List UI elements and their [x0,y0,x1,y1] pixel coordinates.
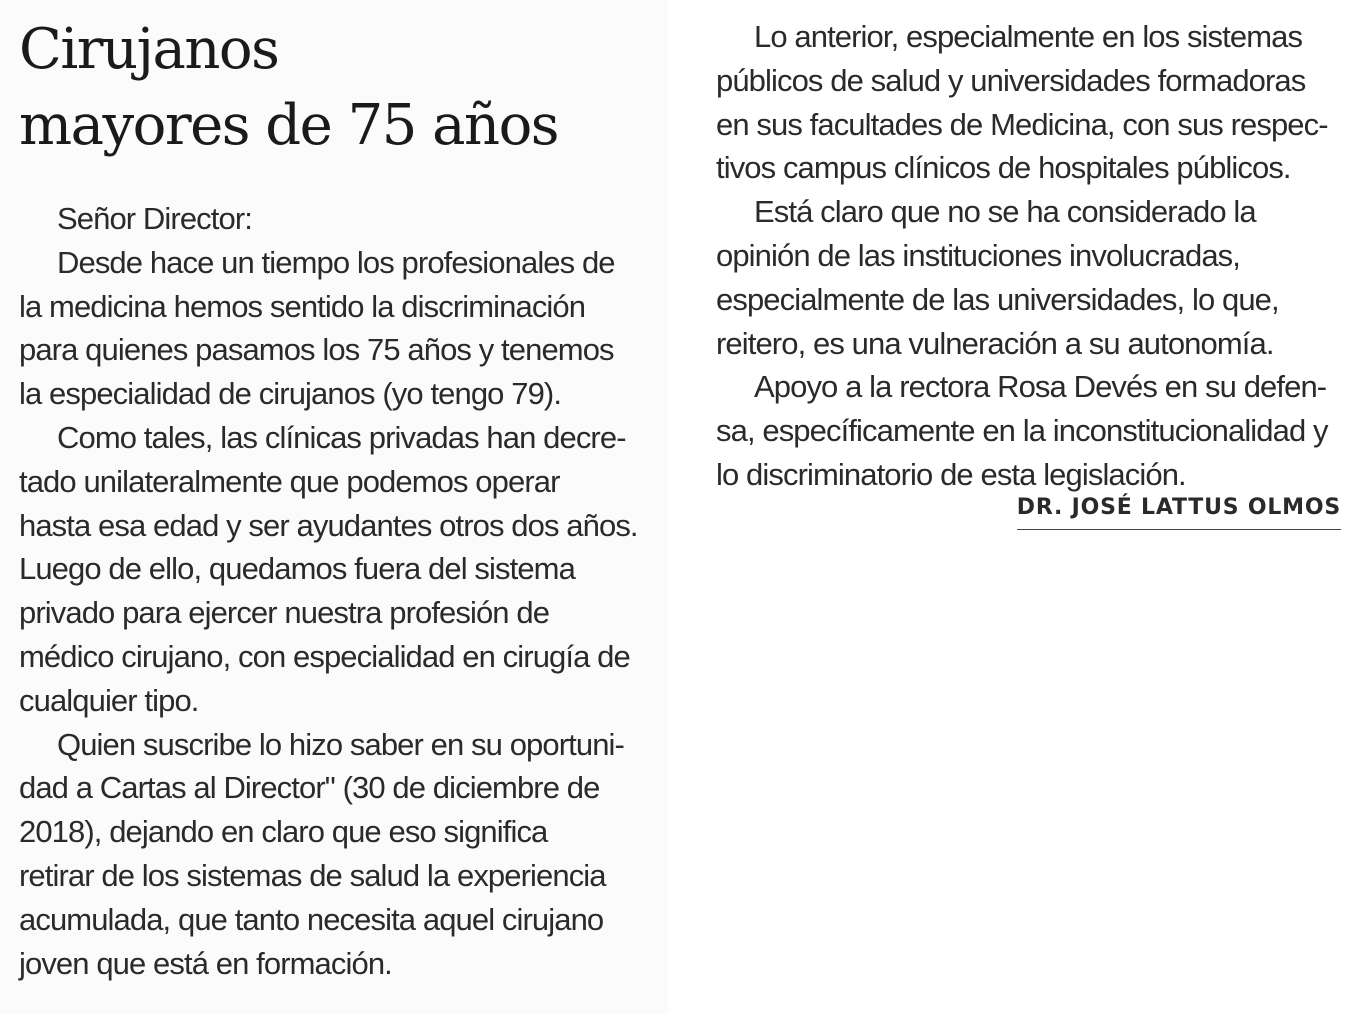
text-line: públicos de salud y universidades formadoras [716,62,1306,98]
text-line: joven que está en formación. [19,945,392,981]
headline [19,12,558,164]
text-line: acumulada, que tanto necesita aquel cirujano [19,901,604,937]
left-column [0,0,668,1014]
text-line: para quienes pasamos los 75 años y tenemos [19,332,614,368]
text-line: Luego de ello, quedamos fuera del sistema [19,551,575,587]
text-line: cualquier tipo. [19,682,199,718]
text-line: lo discriminatorio de esta legislación. [716,456,1186,492]
text-line: Quien suscribe lo hizo saber en su oportuni- [57,726,624,762]
headline-line: Cirujanos [19,17,279,82]
text-line: Apoyo a la rectora Rosa Devés en su defen- [754,369,1327,405]
text-line: Desde hace un tiempo los profesionales de [57,244,615,280]
text-line: en sus facultades de Medicina, con sus respec- [716,106,1328,142]
author-signature: DR. JOSÉ LATTUS OLMOS [1017,495,1341,530]
text-line: tado unilateralmente que podemos operar [19,463,560,499]
text-line: dad a Cartas al Director" (30 de diciembre de [19,770,600,806]
text-line: retirar de los sistemas de salud la experiencia [19,857,606,893]
text-line: especialmente de las universidades, lo que, [716,281,1279,317]
text-line: reitero, es una vulneración a su autonomía. [716,325,1274,361]
text-line: Como tales, las clínicas privadas han decre- [57,419,626,455]
headline-line: mayores de 75 años [19,93,559,158]
text-line: privado para ejercer nuestra profesión de [19,595,550,631]
text-line: médico cirujano, con especialidad en cirugía de [19,638,630,674]
text-line: Señor Director: [57,201,252,236]
text-line: opinión de las instituciones involucradas, [716,237,1240,273]
text-line: 2018), dejando en claro que eso significa [19,814,548,850]
text-line: la especialidad de cirujanos (yo tengo 79). [19,376,562,412]
right-column-body [716,15,1356,497]
text-line: Está claro que no se ha considerado la [754,194,1256,230]
text-line: sa, específicamente en la inconstitucionalidad y [716,413,1328,449]
left-column-body [19,197,659,985]
text-line: tivos campus clínicos de hospitales públicos. [716,150,1291,186]
right-column [706,0,1365,1014]
text-line: hasta esa edad y ser ayudantes otros dos años. [19,507,638,543]
text-line: Lo anterior, especialmente en los sistemas [754,19,1303,54]
text-line: la medicina hemos sentido la discriminación [19,288,586,324]
